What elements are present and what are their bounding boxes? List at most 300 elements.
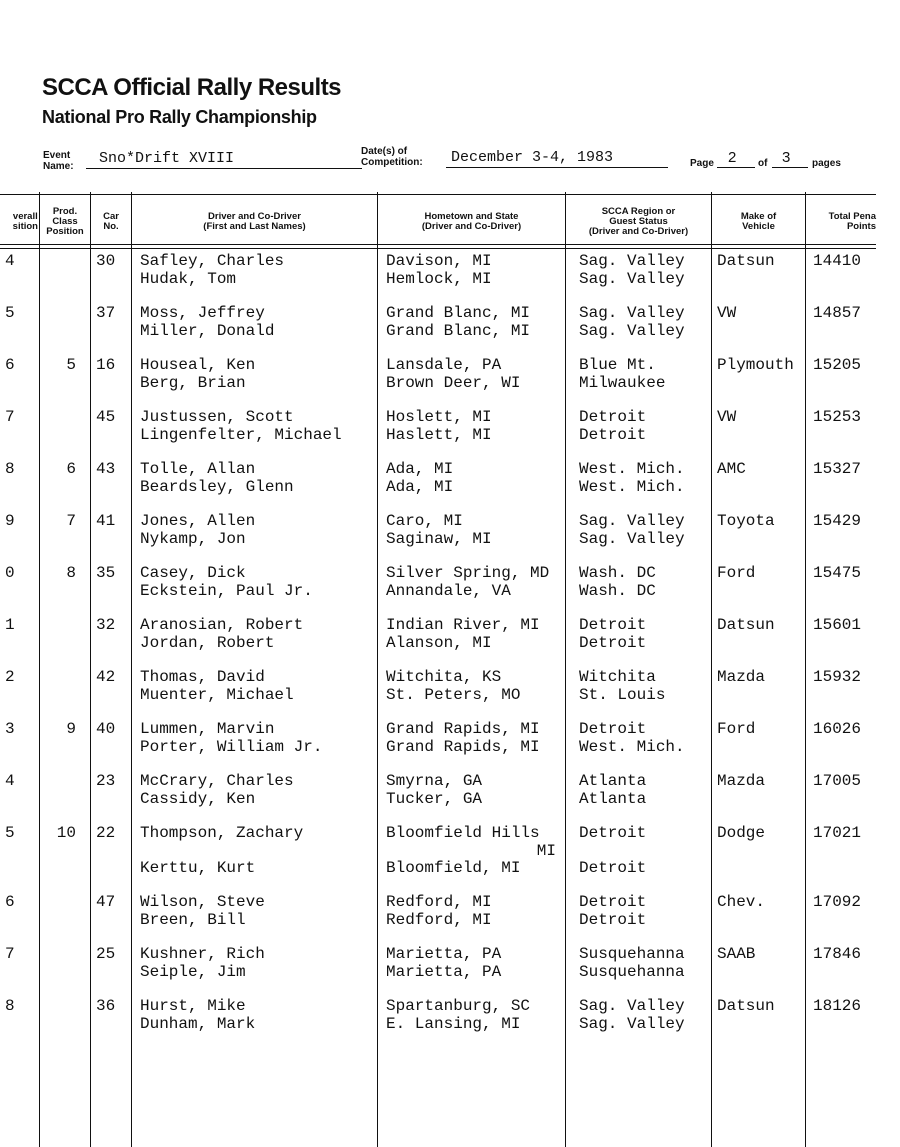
region-line: Sag. Valley [579,512,685,530]
class-position [40,305,76,323]
overall-position [5,253,35,271]
hometown-line: St. Peters, MO [386,685,521,704]
vehicle-make-line: Mazda [717,668,766,686]
region-line: West. Mich. [579,737,685,756]
overall-position-line: 5 [5,304,15,322]
hometown-line: Grand Blanc, MI [386,321,531,340]
overall-position [5,998,35,1016]
class-position [40,894,76,912]
overall-position [5,773,35,791]
vehicle-make-line: Datsun [717,252,775,270]
page-total-underline [772,167,808,168]
class-position [40,998,76,1016]
hometown-line: MI [536,841,556,860]
penalty-points [813,669,875,687]
penalty-points [813,305,875,323]
hometown-line: Caro, MI [386,512,463,530]
header-text: No. [103,221,119,232]
driver-names-line: Houseal, Ken [140,356,256,374]
header-text: verall [12,211,38,222]
hometown-line: Annandale, VA [386,581,511,600]
penalty-points-line: 17021 [813,824,862,842]
hometown-line: Grand Rapids, MI [386,720,540,738]
overall-position-line: 0 [5,564,15,582]
hometown-line: Hoslett, MI [386,408,492,426]
vehicle-make-line: Datsun [717,997,775,1015]
penalty-points-line: 15429 [813,512,862,530]
driver-names-line: Justussen, Scott [140,408,294,426]
region-line: Sag. Valley [579,252,685,270]
driver-names-line: Aranosian, Robert [140,616,304,634]
overall-position-line: 3 [5,720,15,738]
penalty-points [813,894,875,912]
region [579,998,709,1033]
penalty-points [813,946,875,964]
car-number-line: 32 [96,616,116,634]
car-number [96,305,122,323]
hometown-line: Indian River, MI [386,616,540,634]
class-position-line [40,253,76,271]
overall-position-line: 7 [5,408,15,426]
car-number [96,946,122,964]
class-position-line [40,409,76,427]
driver-names [140,305,375,340]
hometown-line: Redford, MI [386,893,492,911]
class-position [40,357,76,375]
header-make [712,202,805,242]
region-line: Detroit [579,859,647,877]
driver-names-line: Tolle, Allan [140,460,256,478]
page-total: 3 [782,149,791,166]
overall-position [5,461,35,479]
penalty-points [813,998,875,1016]
hometown-line: Haslett, MI [386,425,492,444]
region [579,305,709,340]
class-position [40,617,76,635]
region-line: Sag. Valley [579,997,685,1015]
overall-position [5,305,35,323]
region-line: Sag. Valley [579,304,685,322]
region [579,825,709,878]
class-position [40,409,76,427]
car-number [96,565,122,583]
driver-names-line [140,843,375,861]
penalty-points-line: 16026 [813,720,862,738]
hometown [386,513,562,548]
vehicle-make-line: VW [717,408,737,426]
region-line: Susquehanna [579,962,685,981]
driver-names-line: Dunham, Mark [140,1014,256,1033]
car-number [96,894,122,912]
penalty-points-line: 17846 [813,945,862,963]
hometown-line: Redford, MI [386,910,492,929]
penalty-points-line: 14410 [813,252,862,270]
vehicle-make [717,946,803,964]
header-text: Guest Status [609,216,668,227]
overall-position-line: 6 [5,893,15,911]
header-text: SCCA Region or [601,206,676,217]
header-text: Prod. [52,206,78,217]
page-number-underline [717,167,755,168]
header-text: (First and Last Names) [203,221,306,232]
driver-names-line: Jones, Allen [140,512,256,530]
driver-names-line: Kushner, Rich [140,945,265,963]
header-text: Vehicle [742,221,775,232]
penalty-points [813,721,875,739]
region [579,357,709,392]
region-line: Detroit [579,633,647,652]
col-divider [805,192,806,1147]
dates-label-line2: Competition: [361,157,423,168]
region [579,617,709,652]
driver-names [140,253,375,288]
hometown [386,253,562,288]
car-number-line: 41 [96,512,116,530]
event-name-value: Sno*Drift XVIII [99,150,235,167]
hometown-line: Spartanburg, SC [386,997,531,1015]
overall-position-line: 8 [5,997,15,1015]
of-label: of [758,158,768,169]
class-position-line [40,617,76,635]
region-line [579,843,709,861]
car-number-line: 35 [96,564,116,582]
penalty-points [813,617,875,635]
vehicle-make-line: Datsun [717,616,775,634]
vehicle-make-line: Ford [717,720,756,738]
penalty-points-line: 18126 [813,997,862,1015]
driver-names [140,617,375,652]
overall-position-line: 4 [5,252,15,270]
header-car-number [91,202,131,242]
region [579,461,709,496]
driver-names [140,721,375,756]
class-position [40,721,76,739]
class-position-line: 6 [66,460,76,478]
document-subtitle: National Pro Rally Championship [42,107,317,127]
event-label-line1: Event [43,150,71,161]
document-title: SCCA Official Rally Results [42,74,342,101]
car-number [96,721,122,739]
region-line: Sag. Valley [579,1014,685,1033]
car-number-line: 47 [96,893,116,911]
overall-position [5,721,35,739]
overall-position [5,946,35,964]
region-line: West. Mich. [579,460,685,478]
class-position [40,825,76,843]
driver-names [140,773,375,808]
hometown-line: Silver Spring, MD [386,564,550,582]
penalty-points-line: 15601 [813,616,862,634]
car-number-line: 40 [96,720,116,738]
driver-names-line: Hudak, Tom [140,269,237,288]
driver-names [140,357,375,392]
vehicle-make-line: Plymouth [717,356,794,374]
hometown-line: Witchita, KS [386,668,502,686]
vehicle-make-line: Toyota [717,512,775,530]
driver-names-line: Safley, Charles [140,252,285,270]
car-number-line: 37 [96,304,116,322]
header-overall-position [0,202,38,242]
hometown [386,773,562,808]
driver-names-line: Porter, William Jr. [140,737,323,756]
hometown [386,409,562,444]
hometown [386,461,562,496]
hometown [386,721,562,756]
driver-names-line: McCrary, Charles [140,772,294,790]
hometown [386,894,562,929]
header-text: (Driver and Co-Driver) [588,226,689,237]
penalty-points [813,513,875,531]
driver-names [140,894,375,929]
hometown-line: Saginaw, MI [386,529,492,548]
region-line: Sag. Valley [579,321,685,340]
region-line: Detroit [579,824,647,842]
col-divider [90,192,91,1147]
header-text: Hometown and State [424,211,519,222]
vehicle-make-line: Ford [717,564,756,582]
car-number [96,357,122,375]
penalty-points [813,357,875,375]
header-text: (Driver and Co-Driver) [421,221,522,232]
overall-position [5,669,35,687]
penalty-points-line: 15253 [813,408,862,426]
header-text: Total Pena [828,211,876,222]
vehicle-make-line: Dodge [717,824,766,842]
region [579,513,709,548]
overall-position-line: 2 [5,668,15,686]
hometown-line: Grand Rapids, MI [386,737,540,756]
driver-names-line: Lummen, Marvin [140,720,275,738]
vehicle-make-line: AMC [717,460,746,478]
vehicle-make [717,998,803,1016]
pages-label: pages [812,158,841,169]
hometown-line: Bloomfield, MI [386,859,521,877]
class-position-line [40,669,76,687]
class-position [40,461,76,479]
hometown-line: Lansdale, PA [386,356,502,374]
penalty-points [813,565,875,583]
region-line: Detroit [579,425,647,444]
overall-position-line: 7 [5,945,15,963]
vehicle-make [717,513,803,531]
vehicle-make [717,617,803,635]
driver-names-line: Beardsley, Glenn [140,477,294,496]
driver-names [140,409,375,444]
hometown-line: Ada, MI [386,460,454,478]
driver-names-line: Miller, Donald [140,321,275,340]
vehicle-make-line: Mazda [717,772,766,790]
car-number [96,669,122,687]
region-line: Detroit [579,408,647,426]
penalty-points [813,253,875,271]
driver-names [140,513,375,548]
vehicle-make [717,894,803,912]
dates-label-line1: Date(s) of [361,146,408,157]
vehicle-make [717,565,803,583]
vehicle-make [717,825,803,843]
driver-names-line: Nykamp, Jon [140,529,246,548]
header-driver [132,202,377,242]
region-line: Wash. DC [579,581,656,600]
region-line: Milwaukee [579,373,666,392]
region [579,669,709,704]
region-line: Wash. DC [579,564,656,582]
class-position-line [40,305,76,323]
hometown-line: Bloomfield Hills [386,824,540,842]
car-number [96,617,122,635]
driver-names [140,946,375,981]
penalty-points [813,461,875,479]
overall-position [5,894,35,912]
hometown-line: Alanson, MI [386,633,492,652]
class-position-line: 5 [66,356,76,374]
driver-names-line: Jordan, Robert [140,633,275,652]
region [579,946,709,981]
car-number [96,825,122,843]
car-number [96,253,122,271]
hometown-line: Ada, MI [386,477,454,496]
class-position-line: 8 [66,564,76,582]
region-line: Detroit [579,616,647,634]
vehicle-make [717,305,803,323]
header-class-position [40,202,90,242]
region-line: Detroit [579,720,647,738]
overall-position [5,513,35,531]
page-label: Page [690,158,714,169]
penalty-points-line: 14857 [813,304,862,322]
vehicle-make-line: SAAB [717,945,756,963]
region [579,773,709,808]
region-line: West. Mich. [579,477,685,496]
class-position [40,513,76,531]
driver-names-line: Kerttu, Kurt [140,859,256,877]
driver-names [140,825,375,878]
region-line: Sag. Valley [579,269,685,288]
class-position [40,565,76,583]
class-position-line [40,894,76,912]
header-text: Class [52,216,78,227]
driver-names-line: Thompson, Zachary [140,824,304,842]
class-position-line [40,946,76,964]
hometown [386,998,562,1033]
dates-underline [446,167,668,168]
hometown-line: Marietta, PA [386,945,502,963]
hometown-line: Hemlock, MI [386,269,492,288]
class-position [40,669,76,687]
header-text: Driver and Co-Driver [208,211,301,222]
driver-names-line: Hurst, Mike [140,997,246,1015]
region [579,894,709,929]
hometown-line: Brown Deer, WI [386,373,521,392]
car-number [96,461,122,479]
hometown [386,617,562,652]
header-text: Position [46,226,84,237]
hometown-line: Smyrna, GA [386,772,483,790]
car-number-line: 25 [96,945,116,963]
penalty-points [813,773,875,791]
car-number [96,409,122,427]
overall-position-line: 4 [5,772,15,790]
event-name-label [43,150,74,172]
vehicle-make [717,669,803,687]
driver-names-line: Casey, Dick [140,564,246,582]
class-position-line: 9 [66,720,76,738]
driver-names-line: Breen, Bill [140,910,246,929]
header-text: Car [103,211,119,222]
results-table [0,192,900,1147]
penalty-points-line: 15327 [813,460,862,478]
driver-names-line: Wilson, Steve [140,893,265,911]
driver-names [140,669,375,704]
overall-position [5,617,35,635]
dates-label [361,146,423,168]
car-number-line: 43 [96,460,116,478]
vehicle-make [717,409,803,427]
hometown [386,946,562,981]
region-line: Sag. Valley [579,529,685,548]
driver-names [140,998,375,1033]
hometown-line: Grand Blanc, MI [386,304,531,322]
region-line: Witchita [579,668,656,686]
car-number-line: 16 [96,356,116,374]
driver-names-line: Lingenfelter, Michael [140,425,342,444]
region-line: Blue Mt. [579,356,656,374]
region-line: Atlanta [579,789,647,808]
col-divider [711,192,712,1147]
car-number [96,513,122,531]
car-number-line: 23 [96,772,116,790]
hometown [386,669,562,704]
region [579,565,709,600]
hometown-line: E. Lansing, MI [386,1014,521,1033]
overall-position [5,357,35,375]
hometown [386,357,562,392]
overall-position-line: 5 [5,824,15,842]
hometown-line: Marietta, PA [386,962,502,981]
overall-position [5,825,35,843]
header-points [806,202,876,242]
event-name-underline [86,168,362,169]
vehicle-make-line: Chev. [717,893,766,911]
header-text: Make of [740,211,777,222]
car-number [96,773,122,791]
driver-names-line: Thomas, David [140,668,265,686]
class-position-line [40,773,76,791]
page-number: 2 [728,149,737,166]
region [579,721,709,756]
penalty-points [813,409,875,427]
region-line: Detroit [579,910,647,929]
header-region [566,202,711,242]
overall-position-line: 6 [5,356,15,374]
car-number-line: 42 [96,668,116,686]
vehicle-make [717,773,803,791]
class-position-line: 10 [56,824,76,842]
car-number-line: 30 [96,252,116,270]
col-divider [377,192,378,1147]
hometown [386,565,562,600]
region [579,409,709,444]
penalty-points-line: 17005 [813,772,862,790]
overall-position [5,565,35,583]
vehicle-make [717,253,803,271]
penalty-points-line: 15475 [813,564,862,582]
hometown-line: Davison, MI [386,252,492,270]
dates-value: December 3-4, 1983 [451,149,614,166]
driver-names [140,565,375,600]
region-line: Detroit [579,893,647,911]
car-number-line: 45 [96,408,116,426]
